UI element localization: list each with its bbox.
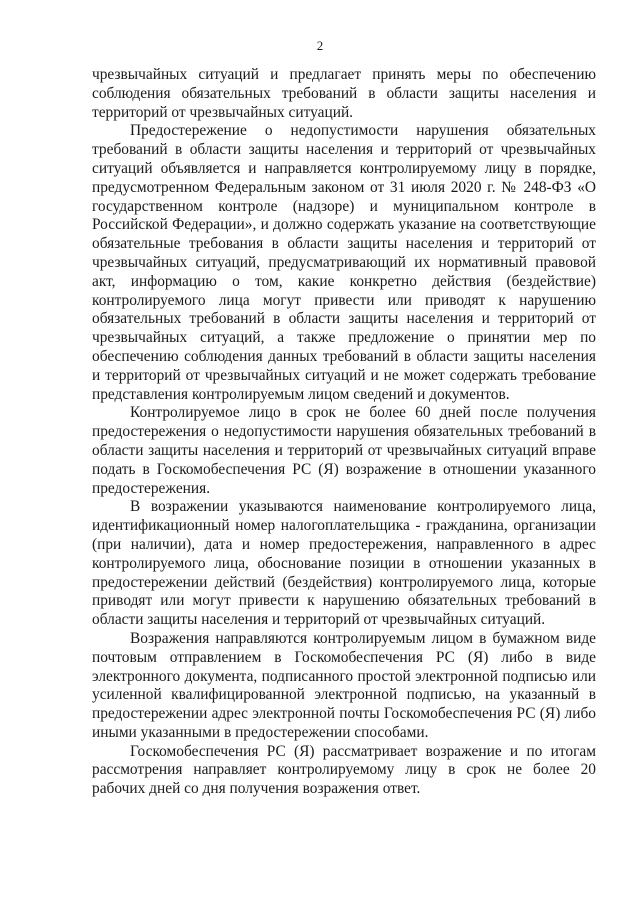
paragraph-continuation: чрезвычайных ситуаций и предлагает принять меры по обеспечению соблюдения обязательных требований в области защиты населения и территорий от чрезвычайных ситуаций. (92, 66, 596, 121)
document-body (92, 66, 596, 799)
paragraph-objection-submission: Возражения направляются контролируемым лицом в бумажном виде почтовым отправлением в Госкомобеспечения РС (Я) либо в виде электронного документа, подписанного простой электронной подписью или усиленной квалифицированной электронной подписью, на указанный в предостережении адрес электронной почты Госкомобеспечения РС (Я) либо иными указанными в предостережении способами. (92, 629, 596, 741)
paragraph-objection-contents: В возражении указываются наименование контролируемого лица, идентификационный номер налогоплательщика - гражданина, организации (при наличии), дата и номер предостережения, направленного в адрес контролируемого лица, обоснование позиции в отношении указанных в предостережении действий (бездействия) контролируемого лица, которые приводят или могут привести к нарушению обязательных требований в области защиты населения и территорий от чрезвычайных ситуаций. (92, 498, 596, 629)
paragraph-warning-announcement: Предостережение о недопустимости нарушения обязательных требований в области защиты населения и территорий от чрезвычайных ситуаций объявляется и направляется контролируемому лицу в порядке, предусмотренном Федеральным законом от 31 июля 2020 г. № 248-ФЗ «О государственном контроле (надзоре) и муниципальном контроле в Российской Федерации», и должно содержать указание на соответствующие обязательные требования в области защиты населения и территорий от чрезвычайных ситуаций, предусматривающий их нормативный правовой акт, информацию о том, какие конкретно действия (бездействие) контролируемого лица могут привести или приводят к нарушению обязательных требований в области защиты населения и территорий от чрезвычайных ситуаций, а также предложение о принятии мер по обеспечению соблюдения данных требований в области защиты населения и территорий от чрезвычайных ситуаций и не может содержать требование представления контролируемым лицом сведений и документов. (92, 122, 596, 403)
page-number: 2 (316, 38, 324, 53)
paragraph-objection-right: Контролируемое лицо в срок не более 60 дней после получения предостережения о недопустимости нарушения обязательных требований в области защиты населения и территорий от чрезвычайных ситуаций вправе подать в Госкомобеспечения РС (Я) возражение в отношении указанного предостережения. (92, 404, 596, 497)
paragraph-objection-review: Госкомобеспечения РС (Я) рассматривает возражение и по итогам рассмотрения направляет контролируемому лицу в срок не более 20 рабочих дней со дня получения возражения ответ. (92, 742, 596, 798)
